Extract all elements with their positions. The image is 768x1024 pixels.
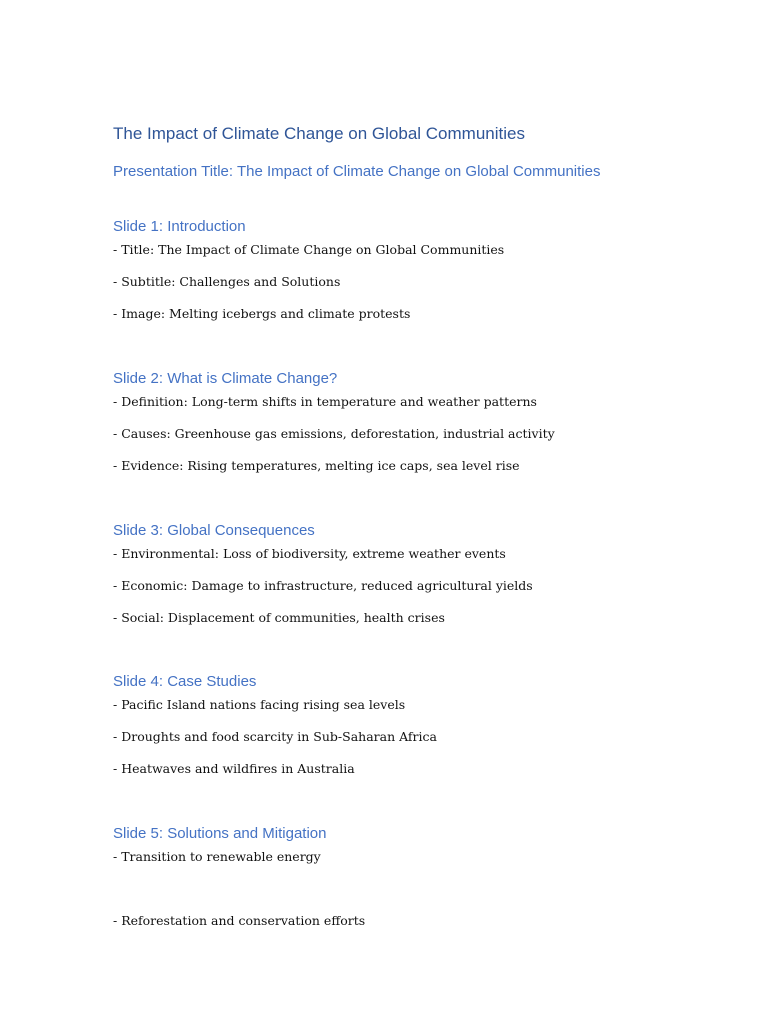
document-title: The Impact of Climate Change on Global Communities bbox=[113, 124, 525, 143]
slide-2-bullet-3: - Evidence: Rising temperatures, melting ice caps, sea level rise bbox=[113, 458, 520, 473]
slide-4-bullet-2: - Droughts and food scarcity in Sub-Saharan Africa bbox=[113, 729, 437, 744]
slide-4-bullet-1: - Pacific Island nations facing rising sea levels bbox=[113, 697, 406, 712]
slide-5-bullet-1: - Transition to renewable energy bbox=[113, 849, 321, 864]
slide-2-bullet-2: - Causes: Greenhouse gas emissions, deforestation, industrial activity bbox=[113, 426, 555, 441]
slide-4-heading: Slide 4: Case Studies bbox=[113, 673, 257, 690]
slide-2-bullet-1: - Definition: Long-term shifts in temperature and weather patterns bbox=[113, 394, 537, 409]
slide-3-bullet-3: - Social: Displacement of communities, health crises bbox=[113, 610, 445, 625]
slide-3-bullet-1: - Environmental: Loss of biodiversity, extreme weather events bbox=[113, 546, 506, 561]
slide-1-heading: Slide 1: Introduction bbox=[113, 218, 246, 235]
slide-5-heading: Slide 5: Solutions and Mitigation bbox=[113, 825, 327, 842]
slide-4-bullet-3: - Heatwaves and wildfires in Australia bbox=[113, 761, 355, 776]
slide-2-heading: Slide 2: What is Climate Change? bbox=[113, 370, 338, 387]
slide-3-heading: Slide 3: Global Consequences bbox=[113, 522, 315, 539]
slide-1-bullet-1: - Title: The Impact of Climate Change on Global Communities bbox=[113, 242, 505, 257]
presentation-title: Presentation Title: The Impact of Climate Change on Global Communities bbox=[113, 163, 601, 180]
slide-1-bullet-2: - Subtitle: Challenges and Solutions bbox=[113, 274, 341, 289]
slide-3-bullet-2: - Economic: Damage to infrastructure, reduced agricultural yields bbox=[113, 578, 533, 593]
slide-1-bullet-3: - Image: Melting icebergs and climate protests bbox=[113, 306, 411, 321]
slide-5-bullet-2: - Reforestation and conservation efforts bbox=[113, 913, 366, 928]
